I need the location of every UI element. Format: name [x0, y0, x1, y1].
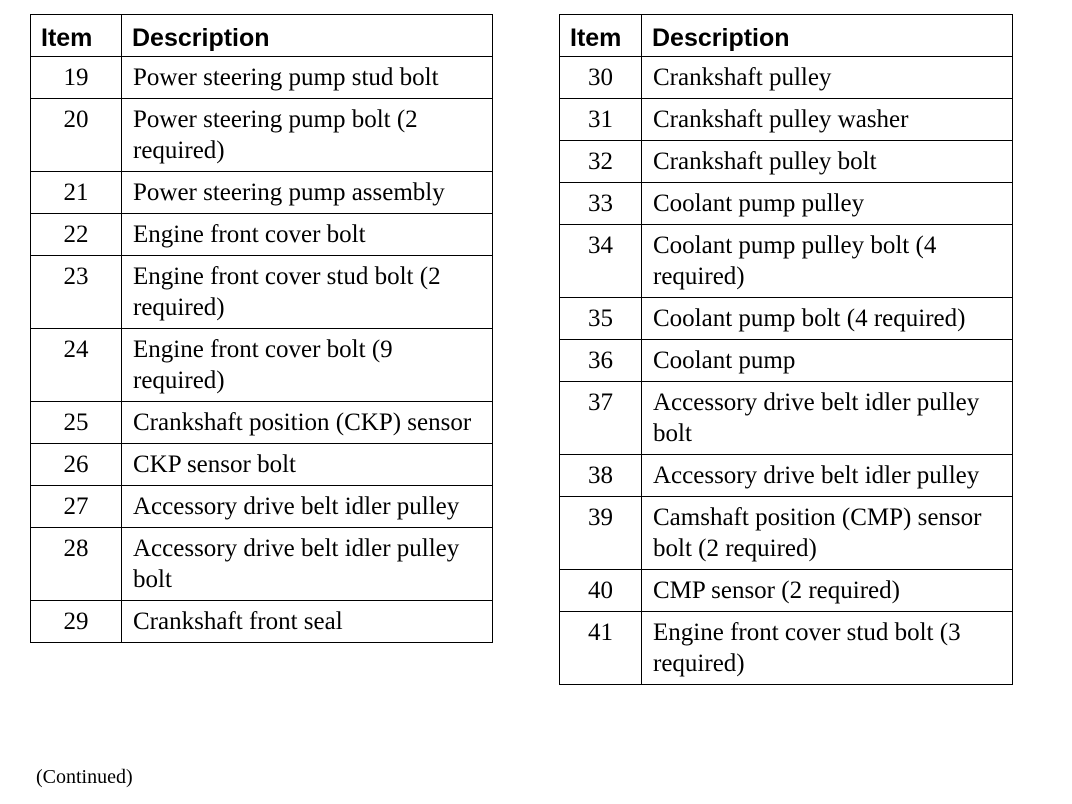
item-number: 23 — [31, 256, 122, 329]
table-row — [560, 99, 1013, 141]
item-column-header: Item — [560, 15, 642, 57]
item-description: Accessory drive belt idler pulley — [122, 486, 493, 528]
item-number: 38 — [560, 455, 642, 497]
item-description: Crankshaft pulley bolt — [642, 141, 1013, 183]
table-row — [560, 382, 1013, 455]
item-description: CMP sensor (2 required) — [642, 570, 1013, 612]
item-number: 20 — [31, 99, 122, 172]
table-row — [31, 444, 493, 486]
table-row — [31, 256, 493, 329]
item-number: 36 — [560, 340, 642, 382]
table-row — [560, 612, 1013, 685]
parts-table-right — [559, 14, 1013, 685]
table-row — [31, 172, 493, 214]
table-row — [560, 57, 1013, 99]
item-description: Power steering pump stud bolt — [122, 57, 493, 99]
item-description: Engine front cover stud bolt (2 required) — [122, 256, 493, 329]
table-row — [560, 497, 1013, 570]
item-number: 19 — [31, 57, 122, 99]
item-number: 21 — [31, 172, 122, 214]
item-number: 24 — [31, 329, 122, 402]
table-row — [31, 402, 493, 444]
item-description: Power steering pump bolt (2 required) — [122, 99, 493, 172]
item-number: 27 — [31, 486, 122, 528]
item-description: Accessory drive belt idler pulley — [642, 455, 1013, 497]
table-header-row — [31, 15, 493, 57]
item-number: 25 — [31, 402, 122, 444]
item-number: 37 — [560, 382, 642, 455]
item-description: Coolant pump pulley — [642, 183, 1013, 225]
item-description: Crankshaft front seal — [122, 601, 493, 643]
table-row — [560, 570, 1013, 612]
item-description: Crankshaft pulley — [642, 57, 1013, 99]
item-number: 41 — [560, 612, 642, 685]
item-description: Engine front cover bolt (9 required) — [122, 329, 493, 402]
item-number: 31 — [560, 99, 642, 141]
item-number: 33 — [560, 183, 642, 225]
item-number: 39 — [560, 497, 642, 570]
table-row — [560, 340, 1013, 382]
description-column-header: Description — [122, 15, 493, 57]
item-number: 32 — [560, 141, 642, 183]
table-row — [31, 214, 493, 256]
item-number: 40 — [560, 570, 642, 612]
continued-note: (Continued) — [36, 766, 133, 788]
item-number: 22 — [31, 214, 122, 256]
table-row — [31, 601, 493, 643]
table-row — [560, 183, 1013, 225]
item-description: Coolant pump pulley bolt (4 required) — [642, 225, 1013, 298]
description-column-header: Description — [642, 15, 1013, 57]
table-row — [560, 141, 1013, 183]
table-row — [31, 99, 493, 172]
table-row — [560, 455, 1013, 497]
table-row — [31, 329, 493, 402]
item-description: Accessory drive belt idler pulley bolt — [122, 528, 493, 601]
item-description: Camshaft position (CMP) sensor bolt (2 required) — [642, 497, 1013, 570]
table-row — [31, 57, 493, 99]
item-number: 26 — [31, 444, 122, 486]
item-description: CKP sensor bolt — [122, 444, 493, 486]
item-column-header: Item — [31, 15, 122, 57]
item-description: Engine front cover bolt — [122, 214, 493, 256]
table-row — [560, 298, 1013, 340]
item-description: Crankshaft position (CKP) sensor — [122, 402, 493, 444]
item-description: Coolant pump — [642, 340, 1013, 382]
item-number: 29 — [31, 601, 122, 643]
item-number: 34 — [560, 225, 642, 298]
item-description: Crankshaft pulley washer — [642, 99, 1013, 141]
item-number: 30 — [560, 57, 642, 99]
item-description: Power steering pump assembly — [122, 172, 493, 214]
item-number: 28 — [31, 528, 122, 601]
parts-table-left — [30, 14, 493, 643]
table-row — [31, 486, 493, 528]
table-header-row — [560, 15, 1013, 57]
table-row — [560, 225, 1013, 298]
item-description: Coolant pump bolt (4 required) — [642, 298, 1013, 340]
item-number: 35 — [560, 298, 642, 340]
table-row — [31, 528, 493, 601]
item-description: Engine front cover stud bolt (3 required) — [642, 612, 1013, 685]
item-description: Accessory drive belt idler pulley bolt — [642, 382, 1013, 455]
